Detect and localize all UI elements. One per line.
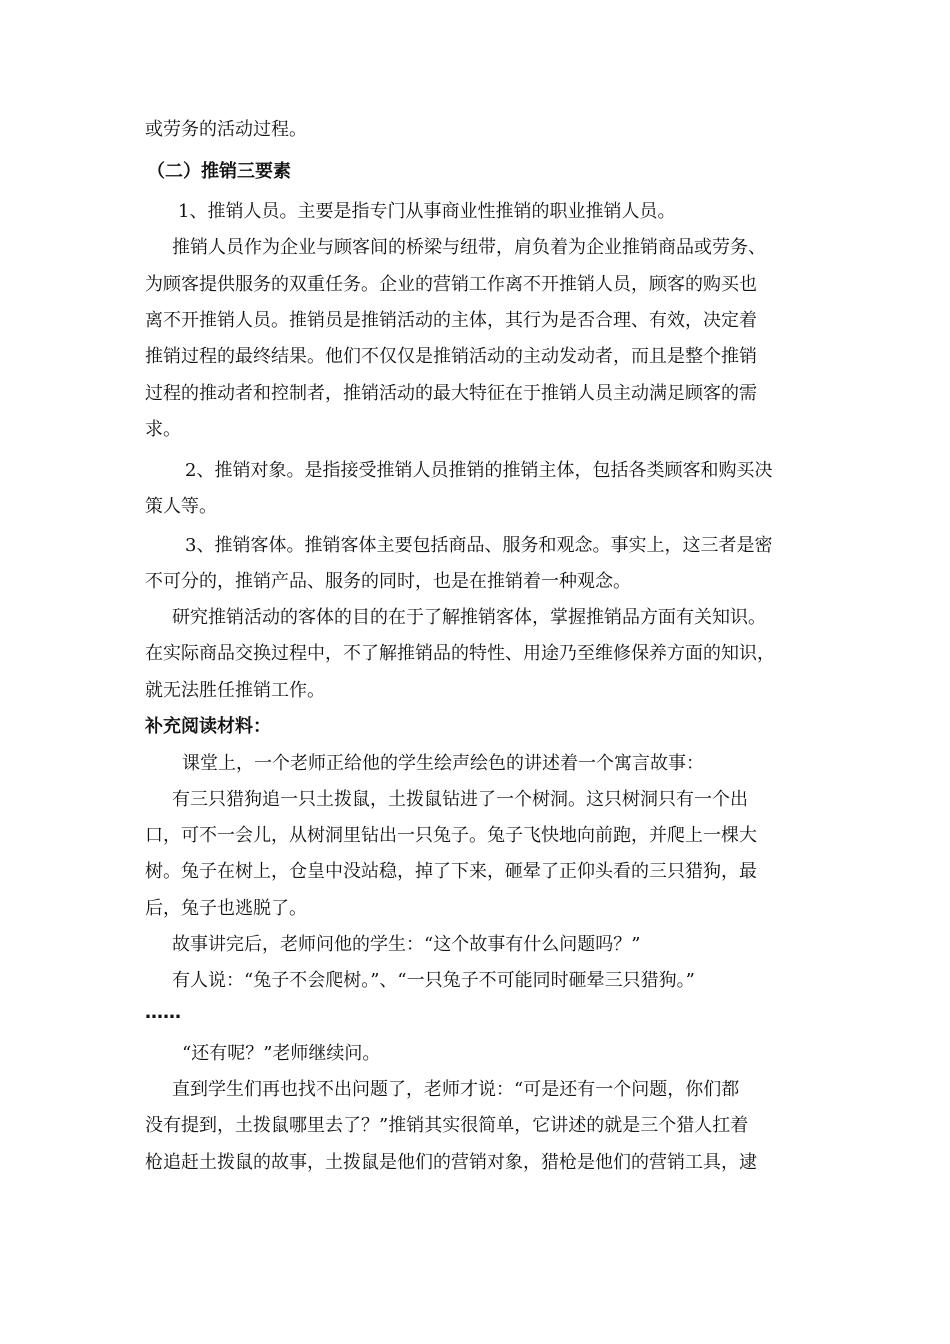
paragraph-line: 离不开推销人员。推销员是推销活动的主体，其行为是否合理、有效，决定着: [145, 310, 757, 331]
paragraph-line: 课堂上，一个老师正给他的学生绘声绘色的讲述着一个寓言故事：: [182, 753, 704, 774]
paragraph-line: “还有呢？”老师继续问。: [182, 1043, 381, 1064]
paragraph-line: 过程的推动者和控制者，推销活动的最大特征在于推销人员主动满足顾客的需: [145, 383, 757, 404]
paragraph-line: 有三只猎狗追一只土拨鼠，土拨鼠钻进了一个树洞。这只树洞只有一个出: [172, 789, 748, 810]
paragraph-line: 树。兔子在树上，仓皇中没站稳，掉了下来，砸晕了正仰头看的三只猎狗，最: [145, 861, 757, 882]
paragraph-line: 后，兔子也逃脱了。: [145, 898, 307, 919]
ellipsis: ……: [145, 1002, 181, 1023]
paragraph-line: 3、推销客体。推销客体主要包括商品、服务和观念。事实上，这三者是密: [185, 535, 773, 556]
paragraph-line: 不可分的，推销产品、服务的同时，也是在推销着一种观念。: [145, 571, 631, 592]
paragraph-line: 枪追赶土拨鼠的故事，土拨鼠是他们的营销对象，猎枪是他们的营销工具，逮: [145, 1152, 757, 1173]
paragraph-line: 2、推销对象。是指接受推销人员推销的推销主体，包括各类顾客和购买决: [185, 460, 773, 481]
paragraph-line: 没有提到，土拨鼠哪里去了？”推销其实很简单，它讲述的就是三个猎人扛着: [145, 1115, 749, 1136]
paragraph-line: 或劳务的活动过程。: [145, 119, 307, 140]
section-heading: （二）推销三要素: [147, 161, 291, 182]
paragraph-line: 为顾客提供服务的双重任务。企业的营销工作离不开推销人员，顾客的购买也: [145, 274, 757, 295]
paragraph-line: 策人等。: [145, 496, 217, 517]
paragraph-line: 求。: [145, 419, 181, 440]
paragraph-line: 在实际商品交换过程中，不了解推销品的特性、用途乃至维修保养方面的知识，: [145, 643, 775, 664]
paragraph-line: 研究推销活动的客体的目的在于了解推销客体，掌握推销品方面有关知识。: [172, 607, 766, 628]
paragraph-line: 就无法胜任推销工作。: [145, 680, 325, 701]
paragraph-line: 口，可不一会儿，从树洞里钻出一只兔子。兔子飞快地向前跑，并爬上一棵大: [145, 825, 757, 846]
paragraph-line: 有人说：“兔子不会爬树。”、“一只兔子不可能同时砸晕三只猎狗。”: [172, 970, 695, 991]
paragraph-line: 推销人员作为企业与顾客间的桥梁与纽带，肩负着为企业推销商品或劳务、: [172, 237, 766, 258]
supplementary-heading: 补充阅读材料：: [145, 716, 271, 737]
paragraph-line: 推销过程的最终结果。他们不仅仅是推销活动的主动发动者，而且是整个推销: [145, 346, 757, 367]
paragraph-line: 1、推销人员。主要是指专门从事商业性推销的职业推销人员。: [178, 201, 676, 222]
paragraph-line: 直到学生们再也找不出问题了，老师才说：“可是还有一个问题，你们都: [172, 1079, 740, 1100]
paragraph-line: 故事讲完后，老师问他的学生：“这个故事有什么问题吗？”: [172, 934, 641, 955]
